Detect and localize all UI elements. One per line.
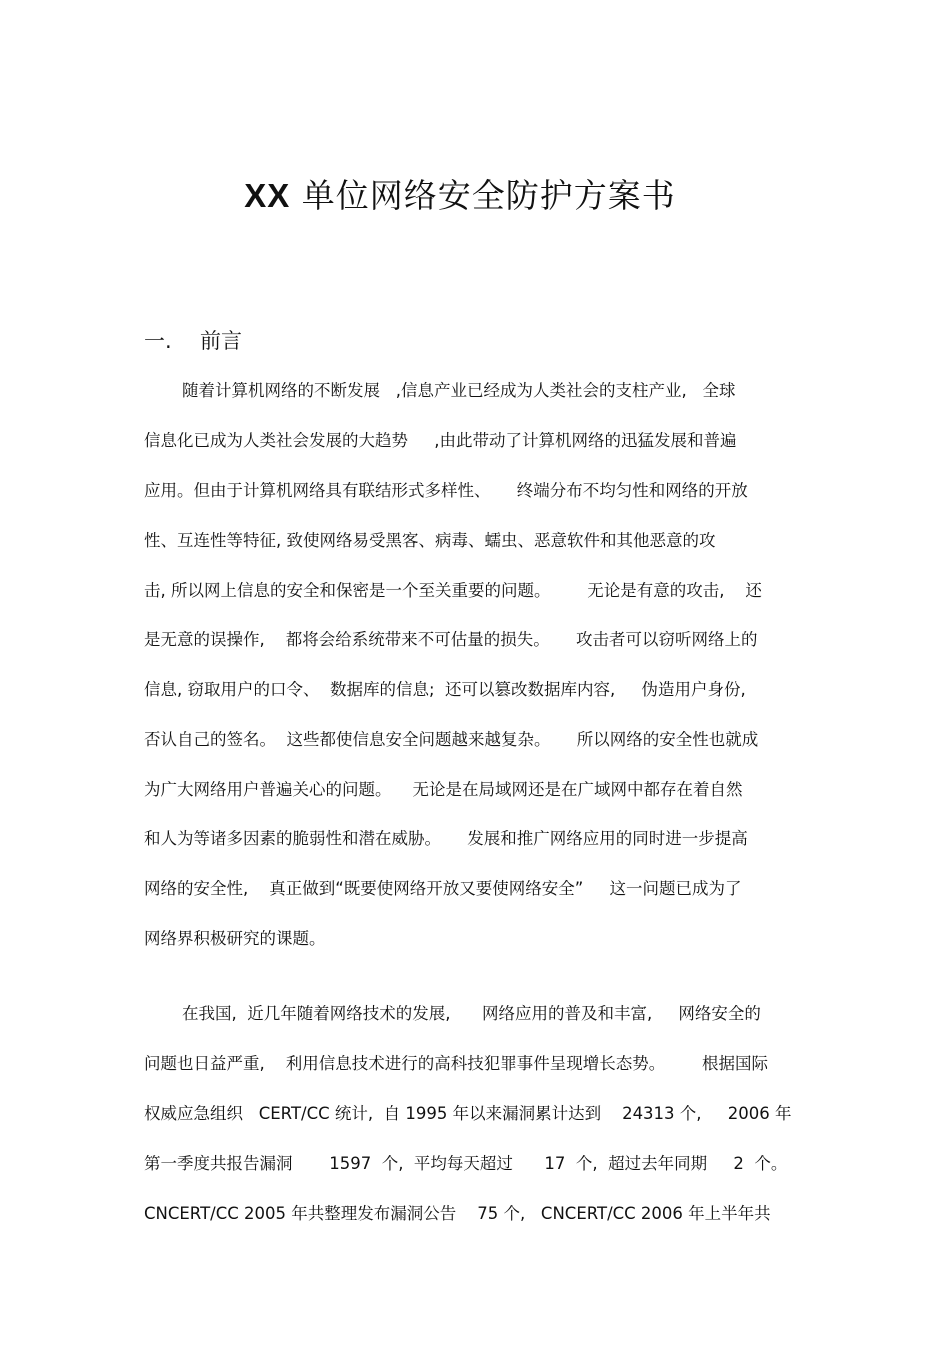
paragraph-line: 网络的安全性, 真正做到“既要使网络开放又要使网络安全” 这一问题已成为了 [144,879,742,898]
paragraph-line: 是无意的误操作, 都将会给系统带来不可估量的损失。 攻击者可以窃听网络上的 [144,630,758,649]
title-prefix: XX [244,177,291,214]
section-title: 前言 [200,329,242,353]
paragraph-line: 击, 所以网上信息的安全和保密是一个至关重要的问题。 无论是有意的攻击, 还 [144,581,762,600]
paragraph-line: 否认自己的签名。 这些都使信息安全问题越来越复杂。 所以网络的安全性也就成 [144,730,759,749]
paragraph-line: 应用。但由于计算机网络具有联结形式多样性、 终端分布不均匀性和网络的开放 [144,481,748,500]
paragraph-line: 信息, 窃取用户的口令、 数据库的信息; 还可以篡改数据库内容, 伪造用户身份, [144,680,746,699]
paragraph-line: 性、互连性等特征, 致使网络易受黑客、病毒、蠕虫、恶意软件和其他恶意的攻 [144,531,716,550]
document-title [0,170,920,222]
paragraph-line: 权威应急组织 CERT/CC 统计, 自 1995 年以来漏洞累计达到 24313 个, 2006 年 [144,1104,792,1123]
paragraph-line: 问题也日益严重, 利用信息技术进行的高科技犯罪事件呈现增长态势。 根据国际 [144,1054,768,1073]
paragraph-line: CNCERT/CC 2005 年共整理发布漏洞公告 75 个, CNCERT/CC 2006 年上半年共 [144,1204,771,1223]
section-heading-preface [144,323,242,359]
paragraph-line: 在我国, 近几年随着网络技术的发展, 网络应用的普及和丰富, 网络安全的 [182,1004,761,1023]
paragraph-line: 网络界积极研究的课题。 [144,929,326,948]
paragraph-line: 第一季度共报告漏洞 1597 个, 平均每天超过 17 个, 超过去年同期 2 个。 [144,1154,788,1173]
paragraph-line: 随着计算机网络的不断发展 ,信息产业已经成为人类社会的支柱产业, 全球 [182,381,736,400]
section-number: 一. [144,329,172,353]
paragraph-line: 为广大网络用户普遍关心的问题。 无论是在局域网还是在广域网中都存在着自然 [144,780,743,799]
title-main: 单位网络安全防护方案书 [301,176,676,215]
paragraph-line: 信息化已成为人类社会发展的大趋势 ,由此带动了计算机网络的迅猛发展和普遍 [144,431,737,450]
paragraph-line: 和人为等诸多因素的脆弱性和潜在威胁。 发展和推广网络应用的同时进一步提高 [144,829,748,848]
